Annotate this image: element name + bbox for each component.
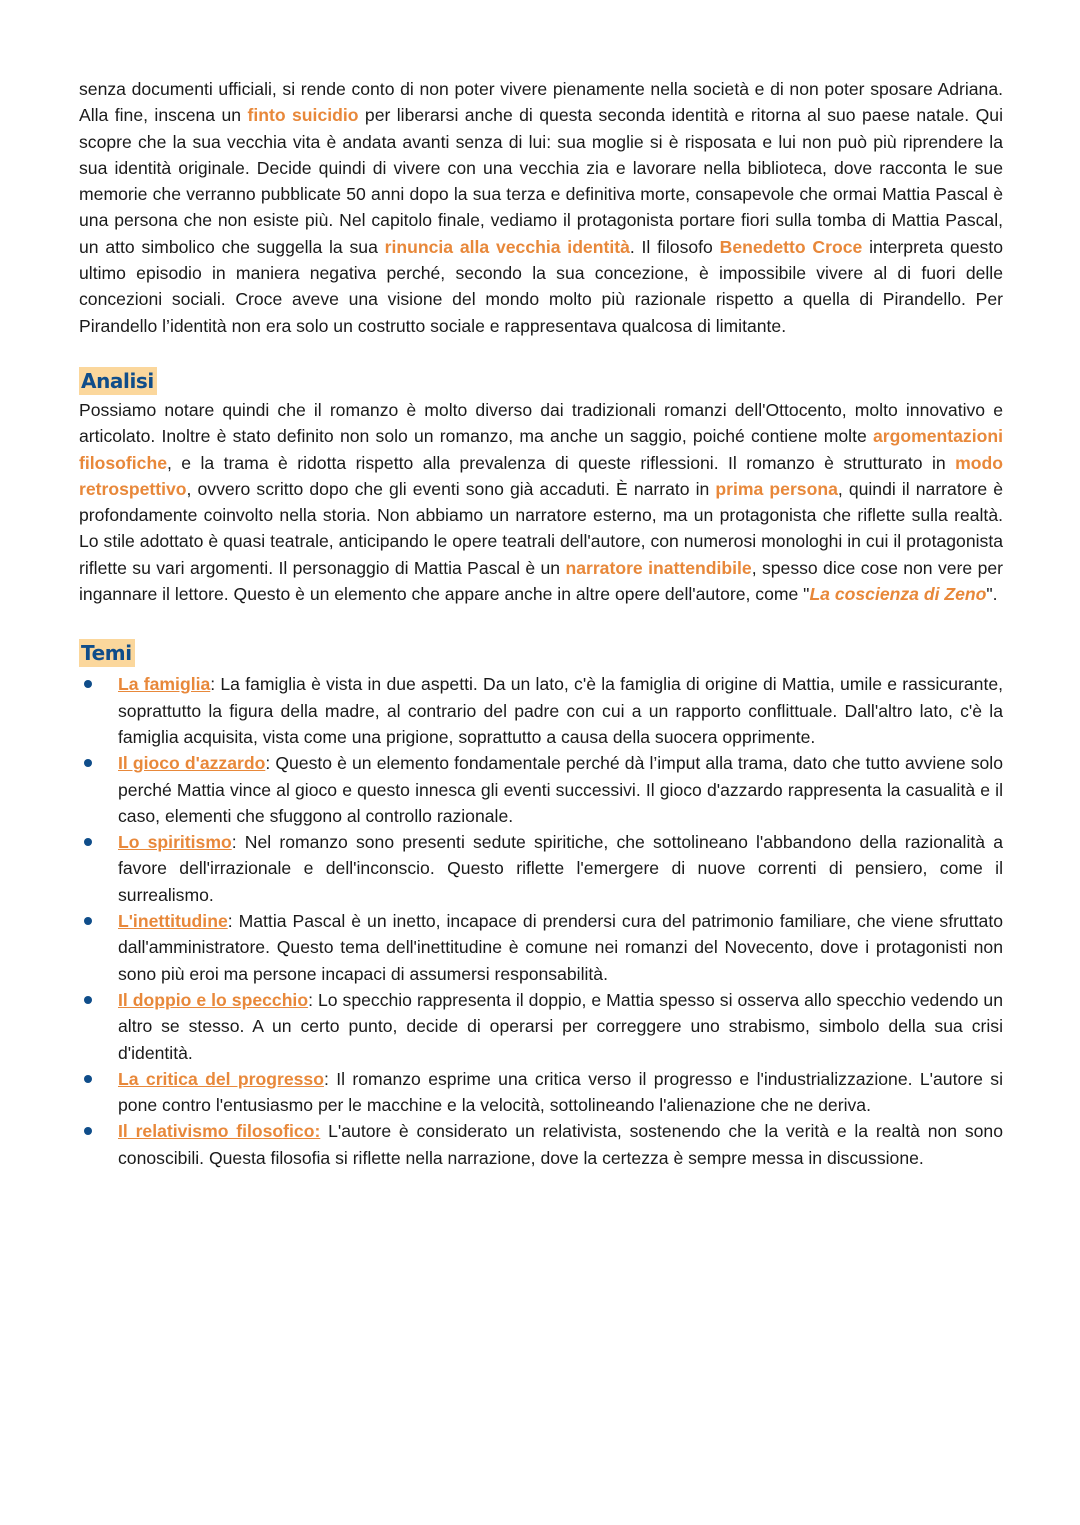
section-heading-temi: Temi bbox=[79, 639, 135, 667]
theme-text: : Il romanzo esprime una critica verso il progresso e l'industrializzazione. L'autore si pone contro l'entusiasmo per le macchine e la velocità, sottolineando l'alienazione che ne deriva. bbox=[118, 1068, 1003, 1116]
bullet-icon bbox=[84, 917, 92, 925]
theme-title: Il relativismo filosofico: bbox=[118, 1121, 321, 1142]
list-item bbox=[79, 750, 1003, 829]
intro-text-2: per liberarsi anche di questa seconda identità e ritorna al suo paese natale. Qui scopre che la sua vecchia vita è andata avanti senza di lui: sua moglie si è risposata e lui non può più riprendere la sua identità originale. Decide quindi di vivere con una vecchia zia e lavorare nella biblioteca, dove racconta le sue memorie che verranno pubblicate 50 anni dopo la sua terza e definitiva morte, consapevole che ormai Mattia Pascal è una persona che non esiste più. Nel capitolo finale, vediamo il protagonista portare fiori sulla tomba di Mattia Pascal, un atto simbolico che suggella la sua bbox=[79, 105, 1003, 257]
bullet-icon bbox=[84, 838, 92, 846]
bullet-icon bbox=[84, 996, 92, 1004]
themes-list bbox=[79, 671, 1003, 1171]
bullet-icon bbox=[84, 1075, 92, 1083]
theme-text: : Mattia Pascal è un inetto, incapace di prendersi cura del patrimonio familiare, che viene sfruttato dall'amministratore. Questo tema dell'inettitudine è comune nei romanzi del Novecento, dove i protagonisti non sono più eroi ma persone incapaci di assumersi responsabilità. bbox=[118, 911, 1003, 984]
intro-paragraph bbox=[79, 76, 1003, 339]
analisi-text-1: Possiamo notare quindi che il romanzo è molto diverso dai tradizionali romanzi dell'Ottocento, molto innovativo e articolato. Inoltre è stato definito non solo un romanzo, ma anche un saggio, poiché contiene molte bbox=[79, 399, 1003, 447]
list-item bbox=[79, 671, 1003, 750]
theme-text: : Questo è un elemento fondamentale perché dà l’imput alla trama, dato che tutto avviene solo perché Mattia vince al gioco e questo innesca gli eventi successivi. Il gioco d'azzardo rappresenta la casualità e il caso, elementi che sfuggono al controllo razionale. bbox=[118, 753, 1003, 826]
theme-title: Il doppio e lo specchio bbox=[118, 989, 309, 1010]
analisi-text-3: , ovvero scritto dopo che gli eventi sono già accaduti. È narrato in bbox=[186, 478, 716, 499]
highlight-modo-retrospettivo: modo retrospettivo bbox=[79, 452, 1003, 499]
theme-text: : La famiglia è vista in due aspetti. Da un lato, c'è la famiglia di origine di Mattia, umile e rassicurante, soprattutto la figura della madre, al contrario del padre con cui a un rapporto conflittuale. Dall'altro lato, c'è la famiglia acquisita, vista come una prigione, soprattutto a causa della suocera opprimente. bbox=[118, 674, 1004, 747]
highlight-prima-persona: prima persona bbox=[715, 478, 838, 499]
theme-title: La famiglia bbox=[118, 674, 211, 695]
highlight-argomentazioni-filosofiche: argomentazioni filosofiche bbox=[79, 426, 1003, 473]
bullet-icon bbox=[84, 1127, 92, 1135]
analisi-text-5: , spesso dice cose non vere per ingannare il lettore. Questo è un elemento che appare anche in altre opere dell'autore, come " bbox=[79, 557, 1003, 605]
theme-text: : Nel romanzo sono presenti sedute spiritiche, che sottolineano l'abbandono della razionalità a favore dell'irrazionale e dell'inconscio. Questo riflette l'emergere di nuove correnti di pensiero, come il surrealismo. bbox=[118, 832, 1003, 905]
section-heading-analisi: Analisi bbox=[79, 367, 157, 395]
list-item bbox=[79, 1066, 1003, 1119]
intro-text-4: interpreta questo ultimo episodio in maniera negativa perché, secondo la sua concezione, è impossibile vivere al di fuori delle concezioni sociali. Croce aveve una visione del mondo molto più razionale rispetto a quella di Pirandello. Per Pirandello l’identità non era solo un costrutto sociale e rappresentava qualcosa di limitante. bbox=[79, 236, 1003, 336]
analisi-text-2: , e la trama è ridotta rispetto alla prevalenza di queste riflessioni. Il romanzo è strutturato in bbox=[166, 452, 956, 473]
highlight-benedetto-croce: Benedetto Croce bbox=[719, 236, 863, 257]
analisi-paragraph bbox=[79, 397, 1003, 607]
highlight-coscienza-di-zeno: La coscienza di Zeno bbox=[809, 584, 987, 605]
analisi-text-6: ". bbox=[986, 584, 998, 605]
theme-title: La critica del progresso bbox=[118, 1068, 324, 1089]
list-item bbox=[79, 1118, 1003, 1171]
list-item bbox=[79, 908, 1003, 987]
highlight-rinuncia-identita: rinuncia alla vecchia identità bbox=[384, 236, 630, 257]
theme-text: : Lo specchio rappresenta il doppio, e Mattia spesso si osserva allo specchio vedendo un altro se stesso. A un certo punto, decide di operarsi per correggere uno strabismo, simbolo della sua crisi d'identità. bbox=[118, 989, 1004, 1063]
bullet-icon bbox=[84, 680, 92, 688]
intro-text-3: . Il filosofo bbox=[629, 236, 720, 257]
theme-text: L'autore è considerato un relativista, sostenendo che la verità e la realtà non sono conoscibili. Questa filosofia si riflette nella narrazione, dove la certezza è sempre messa in discussione. bbox=[118, 1121, 1003, 1168]
analisi-text-4: , quindi il narratore è profondamente coinvolto nella storia. Non abbiamo un narratore esterno, ma un protagonista che riflette sulla realtà. Lo stile adottato è quasi teatrale, anticipando le opere teatrali dell'autore, con numerosi monologhi in cui il protagonista riflette su vari argomenti. Il personaggio di Mattia Pascal è un bbox=[79, 478, 1003, 578]
bullet-icon bbox=[84, 759, 92, 767]
intro-text-1: senza documenti ufficiali, si rende conto di non poter vivere pienamente nella società e di non poter sposare Adriana. Alla fine, inscena un bbox=[79, 79, 1003, 126]
list-item bbox=[79, 829, 1003, 908]
highlight-narratore-inattendibile: narratore inattendibile bbox=[565, 557, 752, 578]
theme-title: Lo spiritismo bbox=[118, 832, 232, 853]
theme-title: Il gioco d'azzardo bbox=[118, 753, 266, 774]
list-item bbox=[79, 987, 1003, 1066]
highlight-finto-suicidio: finto suicidio bbox=[247, 105, 359, 126]
theme-title: L'inettitudine bbox=[118, 911, 228, 932]
